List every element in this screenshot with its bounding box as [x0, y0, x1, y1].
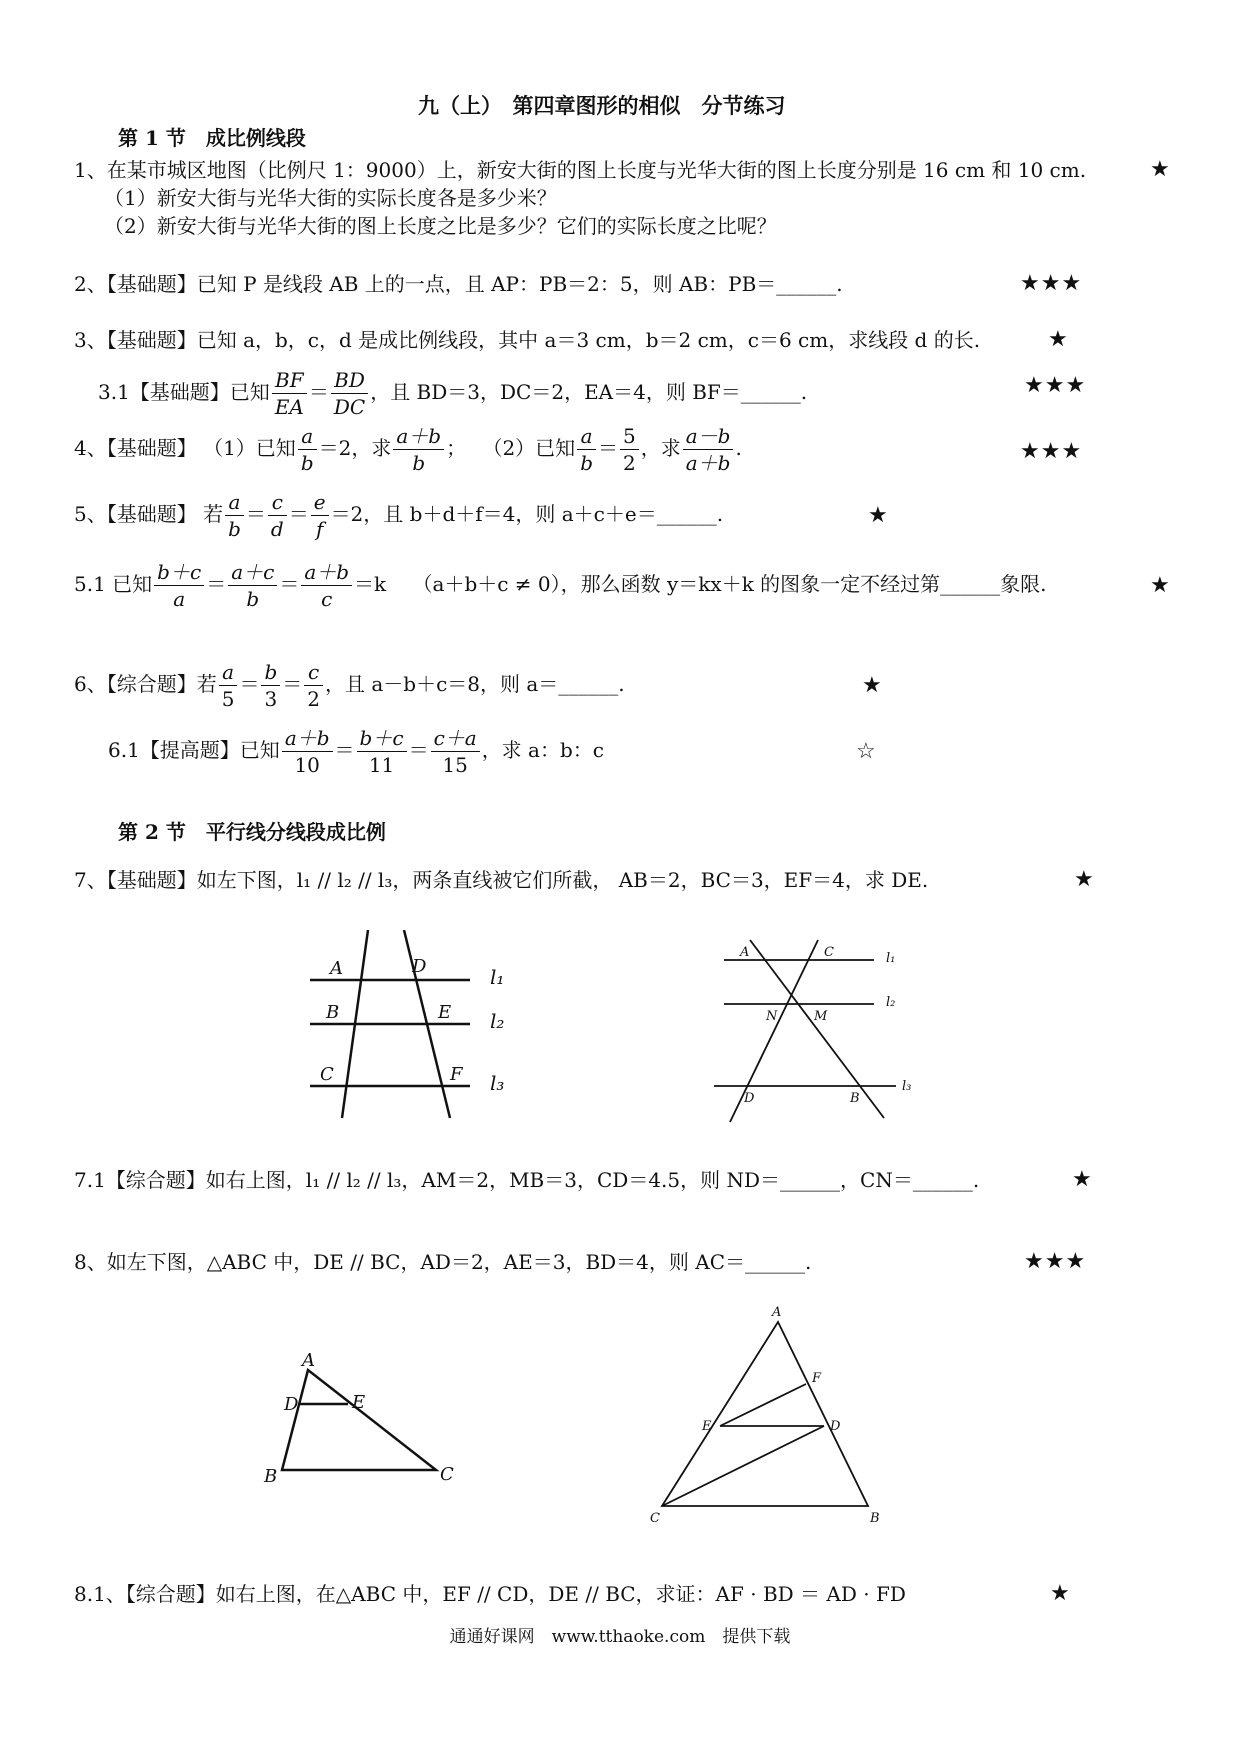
label-l2: l₂	[886, 995, 896, 1010]
question-3-stars: ★	[1048, 327, 1069, 352]
q61-pre: 6.1【提高题】已知	[108, 738, 280, 762]
label-B: B	[264, 1466, 278, 1487]
label-A: A	[330, 958, 343, 979]
numerator: 5	[620, 423, 639, 450]
fraction	[219, 659, 238, 712]
q31-pre: 3.1【基础题】已知	[98, 380, 270, 404]
section-2-heading: 第 2 节 平行线分线段成比例	[118, 820, 386, 844]
fraction	[225, 489, 244, 542]
equals: ＝	[279, 572, 300, 596]
denominator: DC	[333, 395, 366, 419]
q51-post: ＝k （a＋b＋c ≠ 0），那么函数 y＝kx＋k 的图象一定不经过第______象限.	[354, 572, 1047, 596]
question-6-stars: ★	[862, 673, 883, 698]
numerator: a	[298, 423, 317, 450]
question-7-1-stars: ★	[1072, 1167, 1093, 1192]
page-footer: 通通好课网 www.tthaoke.com 提供下载	[449, 1627, 791, 1647]
fraction	[298, 423, 317, 476]
q4-mid3: ＝	[598, 436, 618, 460]
label-M: M	[814, 1009, 828, 1024]
fraction	[261, 659, 280, 712]
label-A: A	[740, 945, 750, 960]
denominator: b	[412, 451, 426, 475]
q61-post: ，求 a：b：c	[481, 738, 604, 762]
label-l3: l₃	[490, 1071, 505, 1095]
label-C: C	[650, 1511, 660, 1526]
denominator: f	[315, 517, 324, 541]
equals: ＝	[288, 502, 309, 526]
figure-7-left	[300, 930, 540, 1130]
label-B: B	[870, 1511, 880, 1526]
numerator: b＋c	[357, 725, 407, 752]
segment-EF	[720, 1384, 806, 1426]
label-D: D	[412, 956, 427, 977]
denominator: 5	[221, 687, 235, 711]
question-5-1-stars: ★	[1150, 573, 1171, 598]
denominator: b	[580, 451, 593, 475]
q31-post: ，且 BD＝3，DC＝2，EA＝4，则 BF＝______.	[370, 380, 808, 404]
q4-mid4: ，求	[640, 436, 681, 460]
numerator: a	[225, 489, 244, 516]
denominator: d	[270, 517, 284, 541]
fraction	[272, 367, 307, 420]
label-F: F	[450, 1064, 463, 1085]
denominator: a＋b	[685, 451, 731, 475]
q4-pre: 4、【基础题】 （1）已知	[74, 436, 296, 460]
question-7-1: 7.1【综合题】如右上图，l₁ // l₂ // l₃，AM＝2，MB＝3，CD＝4.5，则 ND＝______，CN＝______.	[74, 1168, 980, 1192]
question-4	[74, 418, 742, 478]
fraction	[331, 367, 368, 420]
question-5	[74, 484, 723, 544]
label-E: E	[702, 1419, 712, 1434]
question-3: 3、【基础题】已知 a，b，c，d 是成比例线段，其中 a＝3 cm，b＝2 cm，c＝6 cm，求线段 d 的长.	[74, 328, 981, 352]
question-1: 1、在某市城区地图（比例尺 1：9000）上，新安大街的图上长度与光华大街的图上长度分别是 16 cm 和 10 cm.	[74, 158, 1087, 182]
equals: ＝	[334, 738, 355, 762]
figure-8-right	[640, 1300, 900, 1540]
numerator: a－b	[683, 423, 734, 450]
denominator: 11	[368, 753, 395, 777]
numerator: b＋c	[154, 559, 204, 586]
denominator: 2	[623, 451, 636, 475]
numerator: a＋b	[393, 423, 444, 450]
numerator: BD	[331, 367, 368, 394]
label-N: N	[766, 1009, 778, 1024]
denominator: b	[300, 451, 314, 475]
question-4-stars: ★★★	[1020, 439, 1083, 464]
numerator: a＋b	[301, 559, 352, 586]
fraction	[683, 423, 734, 476]
denominator: c	[321, 587, 333, 611]
label-E: E	[352, 1392, 366, 1413]
numerator: c＋a	[431, 725, 480, 752]
question-8: 8、如左下图，△ABC 中，DE // BC，AD＝2，AE＝3，BD＝4，则 AC＝______.	[74, 1250, 812, 1274]
question-8-1: 8.1、【综合题】如右上图，在△ABC 中，EF // CD，DE // BC，求证：AF · BD ＝ AD · FD	[74, 1582, 906, 1606]
question-2-stars: ★★★	[1020, 271, 1083, 296]
label-D: D	[830, 1419, 841, 1434]
question-5-stars: ★	[868, 503, 889, 528]
denominator: 3	[264, 687, 278, 711]
label-l3: l₃	[902, 1079, 912, 1094]
numerator: c	[268, 489, 287, 516]
q6-post: ，且 a－b＋c＝8，则 a＝______.	[325, 672, 625, 696]
denominator: 2	[307, 687, 321, 711]
label-A: A	[302, 1350, 315, 1371]
equals: ＝	[239, 672, 260, 696]
denominator: EA	[274, 395, 304, 419]
equals: ＝	[308, 380, 329, 404]
equals: ＝	[206, 572, 227, 596]
fraction	[431, 725, 480, 778]
fraction	[228, 559, 277, 612]
q4-mid2: ； （2）已知	[446, 436, 576, 460]
numerator: e	[311, 489, 329, 516]
label-D: D	[284, 1394, 299, 1415]
question-7-stars: ★	[1074, 867, 1095, 892]
fraction	[301, 559, 352, 612]
question-8-stars: ★★★	[1024, 1249, 1087, 1274]
question-7: 7、【基础题】如左下图，l₁ // l₂ // l₃，两条直线被它们所截， AB＝2，BC＝3，EF＝4，求 DE.	[74, 868, 929, 892]
fraction	[268, 489, 287, 542]
label-l1: l₁	[886, 951, 896, 966]
triangle-ABC	[282, 1370, 436, 1470]
denominator: 15	[442, 753, 468, 777]
label-B: B	[326, 1002, 340, 1023]
q4-mid1: ＝2，求	[318, 436, 392, 460]
question-6	[74, 654, 625, 714]
label-l2: l₂	[490, 1009, 505, 1033]
label-D: D	[744, 1091, 755, 1106]
question-1-sub2: （2）新安大街与光华大街的图上长度之比是多少？它们的实际长度之比呢？	[104, 214, 777, 238]
equals: ＝	[408, 738, 429, 762]
fraction	[154, 559, 204, 612]
numerator: BF	[272, 367, 307, 394]
denominator: b	[246, 587, 260, 611]
q4-post: .	[735, 436, 742, 460]
question-8-1-stars: ★	[1050, 1581, 1071, 1606]
numerator: a	[577, 423, 596, 450]
label-E: E	[438, 1002, 452, 1023]
fraction	[304, 659, 323, 712]
denominator: 10	[294, 753, 320, 777]
label-F: F	[812, 1371, 822, 1386]
q6-pre: 6、【综合题】若	[74, 672, 217, 696]
question-3-1	[98, 362, 807, 422]
label-C: C	[320, 1064, 334, 1085]
transversal-AB	[750, 940, 884, 1118]
label-l1: l₁	[490, 965, 505, 989]
fraction	[577, 423, 596, 476]
denominator: a	[173, 587, 186, 611]
numerator: b	[261, 659, 280, 686]
page-title: 九（上） 第四章图形的相似 分节练习	[418, 93, 786, 118]
section-1-heading: 第 1 节 成比例线段	[118, 126, 306, 150]
question-2: 2、【基础题】已知 P 是线段 AB 上的一点，且 AP：PB＝2：5，则 AB：PB＝______.	[74, 272, 843, 296]
numerator: a	[219, 659, 238, 686]
label-C: C	[440, 1464, 454, 1485]
label-B: B	[850, 1091, 860, 1106]
figure-7-right	[700, 922, 930, 1132]
question-3-1-stars: ★★★	[1024, 373, 1087, 398]
fraction	[282, 725, 333, 778]
label-C: C	[824, 945, 834, 960]
q51-pre: 5.1 已知	[74, 572, 153, 596]
fraction	[393, 423, 444, 476]
question-1-stars: ★	[1150, 157, 1171, 182]
q5-post: ＝2，且 b＋d＋f＝4，则 a＋c＋e＝______.	[330, 502, 724, 526]
question-6-1	[108, 720, 604, 780]
triangle-ABC	[662, 1322, 868, 1506]
equals: ＝	[282, 672, 303, 696]
question-5-1	[74, 554, 1047, 614]
fraction	[357, 725, 407, 778]
denominator: b	[228, 517, 241, 541]
question-1-sub1: （1）新安大街与光华大街的实际长度各是多少米？	[104, 186, 557, 210]
label-A: A	[772, 1305, 782, 1320]
q5-pre: 5、【基础题】 若	[74, 502, 224, 526]
question-6-1-stars: ☆	[856, 739, 877, 764]
numerator: a＋b	[282, 725, 333, 752]
fraction	[620, 423, 639, 476]
figure-8-left	[260, 1350, 470, 1490]
numerator: c	[304, 659, 323, 686]
equals: ＝	[245, 502, 266, 526]
fraction	[311, 489, 329, 542]
numerator: a＋c	[228, 559, 277, 586]
